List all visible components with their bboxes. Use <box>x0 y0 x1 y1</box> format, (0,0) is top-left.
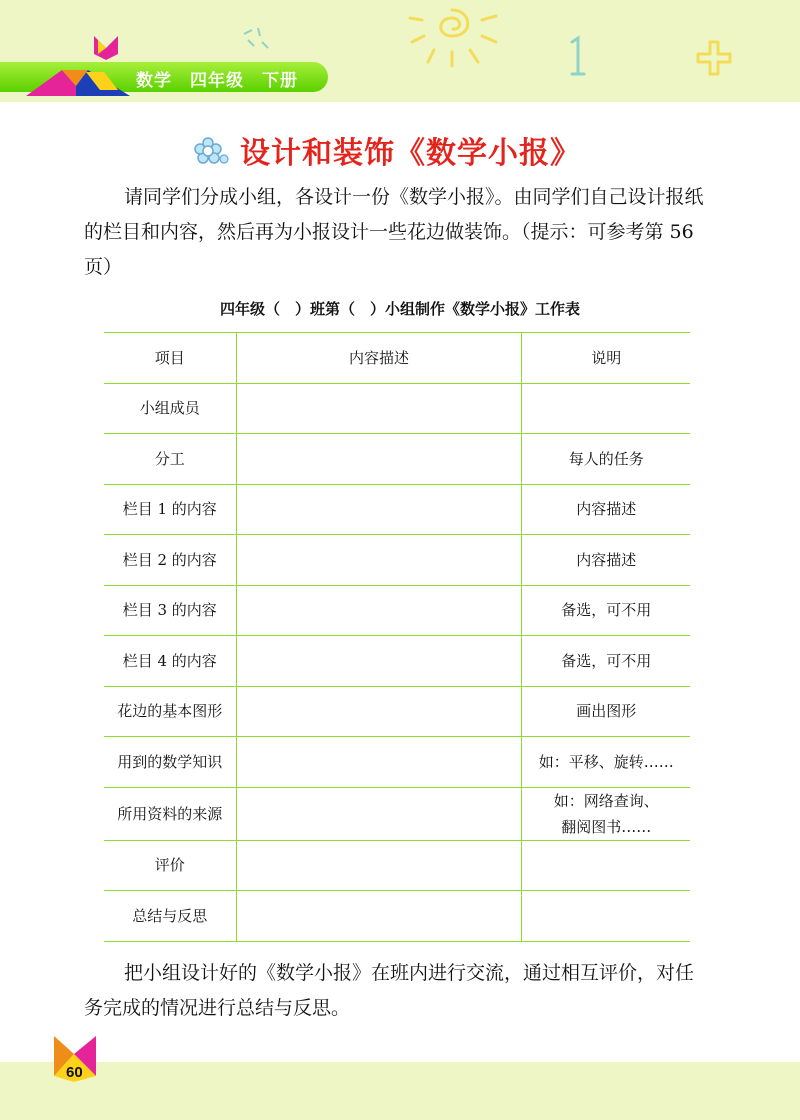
row-content-cell[interactable] <box>236 535 522 586</box>
row-note-cell: 如：网络查询、 翻阅图书…… <box>522 787 690 840</box>
title-text: 设计和装饰《数学小报》 <box>240 136 581 171</box>
row-note-cell <box>522 383 690 434</box>
table-row <box>104 787 690 840</box>
row-content-cell[interactable] <box>236 787 522 840</box>
page-number: 60 <box>66 1064 83 1081</box>
row-content-cell[interactable] <box>236 383 522 434</box>
row-content-cell[interactable] <box>236 891 522 942</box>
row-item-cell: 总结与反思 <box>104 891 236 942</box>
gear-flower-icon <box>190 135 232 165</box>
table-row <box>104 840 690 891</box>
row-note-cell: 每人的任务 <box>522 434 690 485</box>
column-header-note: 说明 <box>522 333 690 384</box>
row-item-cell: 所用资料的来源 <box>104 787 236 840</box>
star-doodle-icon <box>240 24 270 54</box>
column-header-item: 项目 <box>104 333 236 384</box>
row-note-cell <box>522 891 690 942</box>
row-item-cell: 栏目 3 的内容 <box>104 585 236 636</box>
row-item-cell: 评价 <box>104 840 236 891</box>
table-row <box>104 891 690 942</box>
row-content-cell[interactable] <box>236 686 522 737</box>
closing-paragraph: 把小组设计好的《数学小报》在班内进行交流，通过相互评价，对任务完成的情况进行总结与反思。 <box>84 962 695 1019</box>
table-caption: 四年级（ ）班第（ ）小组制作《数学小报》工作表 <box>219 300 580 318</box>
row-item-cell: 栏目 4 的内容 <box>104 636 236 687</box>
row-note-cell: 备选，可不用 <box>522 585 690 636</box>
row-note-cell: 画出图形 <box>522 686 690 737</box>
row-item-cell: 栏目 2 的内容 <box>104 535 236 586</box>
row-content-cell[interactable] <box>236 636 522 687</box>
row-item-cell: 用到的数学知识 <box>104 737 236 788</box>
worksheet-table <box>104 332 690 942</box>
tangram-logo-icon <box>26 30 130 98</box>
row-item-cell: 花边的基本图形 <box>104 686 236 737</box>
row-note-cell: 如：平移、旋转…… <box>522 737 690 788</box>
sun-doodle-icon <box>382 0 522 70</box>
row-note-cell: 内容描述 <box>522 535 690 586</box>
row-content-cell[interactable] <box>236 737 522 788</box>
row-content-cell[interactable] <box>236 484 522 535</box>
table-row <box>104 484 690 535</box>
table-row <box>104 585 690 636</box>
table-row <box>104 737 690 788</box>
table-row <box>104 434 690 485</box>
row-note-cell: 内容描述 <box>522 484 690 535</box>
bottom-band <box>0 1062 800 1120</box>
row-content-cell[interactable] <box>236 585 522 636</box>
table-header-row <box>104 333 690 384</box>
row-note-cell <box>522 840 690 891</box>
row-item-cell: 栏目 1 的内容 <box>104 484 236 535</box>
column-header-content: 内容描述 <box>236 333 522 384</box>
number-one-doodle-icon <box>566 34 586 80</box>
intro-paragraph: 请同学们分成小组，各设计一份《数学小报》。由同学们自己设计报纸的栏目和内容，然后再为小报设计一些花边做装饰。（提示：可参考第 56 页） <box>84 186 704 278</box>
plus-doodle-icon <box>696 40 732 76</box>
table-row <box>104 636 690 687</box>
row-item-cell: 小组成员 <box>104 383 236 434</box>
table-row <box>104 535 690 586</box>
table-row <box>104 686 690 737</box>
row-content-cell[interactable] <box>236 434 522 485</box>
running-title: 数学 四年级 下册 <box>136 71 298 91</box>
section-title <box>190 130 581 170</box>
row-content-cell[interactable] <box>236 840 522 891</box>
row-note-cell: 备选，可不用 <box>522 636 690 687</box>
row-item-cell: 分工 <box>104 434 236 485</box>
table-row <box>104 383 690 434</box>
